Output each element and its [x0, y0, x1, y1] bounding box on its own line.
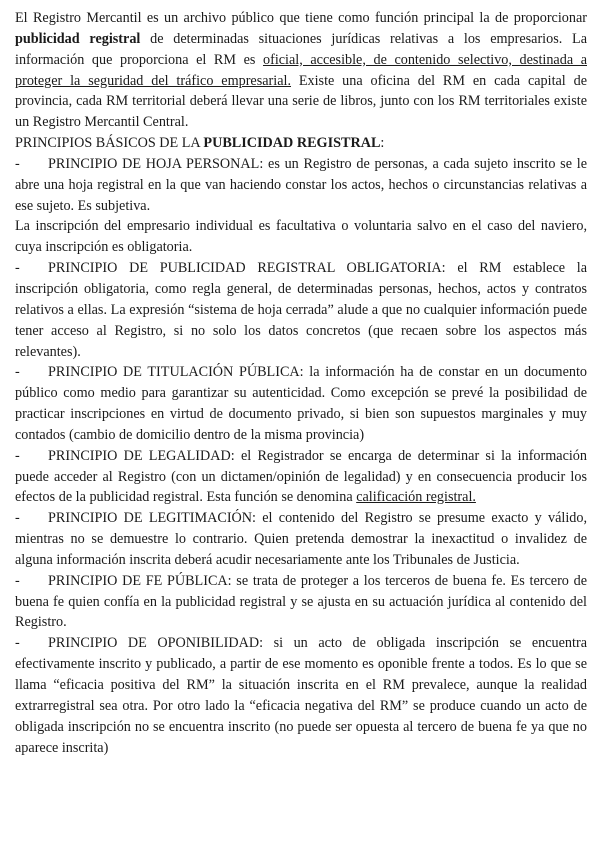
- intro-text-2: de determinadas situaciones jurídicas relativas a los empresarios. La información que proporciona el RM es: [15, 30, 587, 68]
- heading-bold: PUBLICIDAD REGISTRAL: [203, 135, 381, 152]
- principle-legalidad: [15, 446, 587, 509]
- principle-publicidad-obligatoria: [15, 258, 587, 362]
- list-dash: -: [15, 635, 20, 652]
- principle-fe-publica: [15, 571, 587, 634]
- intro-text-3: Existe una oficina del RM en cada capital de provincia, cada RM territorial deberá llevar una serie de libros, junto con los RM territoriales existe un Registro Mercantil Central.: [15, 72, 587, 131]
- intro-paragraph: [15, 8, 587, 133]
- heading-colon: :: [380, 135, 385, 152]
- list-dash: -: [15, 260, 20, 277]
- principle-oponibilidad: [15, 633, 587, 758]
- list-dash: -: [15, 572, 20, 589]
- section-heading: [15, 133, 587, 154]
- list-dash: -: [15, 155, 20, 172]
- hoja-personal-note: La inscripción del empresario individual es facultativa o voluntaria salvo en el caso del naviero, cuya inscripción es obligatoria.: [15, 218, 587, 256]
- principle-text: PRINCIPIO DE OPONIBILIDAD: si un acto de obligada inscripción se encuentra efectivamente inscrito y publicado, a partir de ese momento es oponible frente a todos. Es lo que se llama “eficacia positiva del RM” la situación inscrita en el RM prevalece, aunque la realidad extrarregistral sea otra. Por otro lado la “eficacia negativa del RM” se produce cuando un acto de obligada inscripción no se encuentra inscrito (no puede ser opuesta al tercero de buena fe ya que no aparece inscrita): [15, 635, 587, 756]
- principle-text: PRINCIPIO DE FE PÚBLICA: se trata de proteger a los terceros de buena fe. Es tercero de buena fe quien confía en la publicidad registral y se ajusta en su actuación jurídica al contenido del Registro.: [15, 572, 587, 631]
- principle-legitimacion: [15, 508, 587, 571]
- intro-text: El Registro Mercantil es un archivo público que tiene como función principal la de proporcionar: [15, 10, 587, 26]
- list-dash: -: [15, 364, 20, 381]
- list-dash: -: [15, 447, 20, 464]
- intro-bold-term: publicidad registral: [15, 30, 141, 47]
- document-body: [15, 8, 587, 758]
- principle-hoja-personal: [15, 154, 587, 217]
- principle-text: PRINCIPIO DE LEGITIMACIÓN: el contenido del Registro se presume exacto y válido, mientras no se demuestre lo contrario. Quien pretenda demostrar la inexactitud o invalidez de alguna información inscrita deberá acudir necesariamente ante los Tribunales de Justicia.: [15, 510, 587, 568]
- principle-text: PRINCIPIO DE TITULACIÓN PÚBLICA: la información ha de constar en un documento público como medio para garantizar su autenticidad. Como excepción se prevé la posibilidad de practicar inscripciones en virtud de documento privado, si bien son supuestos marginales y muy contados (cambio de domicilio dentro de la misma provincia): [15, 364, 587, 443]
- intro-underlined-phrase: oficial, accesible, de contenido selectivo, destinada a proteger la seguridad del tráfico empresarial.: [15, 51, 587, 89]
- principle-text: PRINCIPIO DE PUBLICIDAD REGISTRAL OBLIGATORIA: el RM establece la inscripción obligatoria, como regla general, de determinadas personas, hechos, actos y contratos relativos a ellas. La expresión “sistema de hoja cerrada” alude a que no cualquier información puede tener acceso al Registro, si no solo los datos concretos (que recaen sobre los aspectos más relevantes).: [15, 260, 587, 360]
- principle-text: PRINCIPIO DE LEGALIDAD: el Registrador se encarga de determinar si la información puede acceder al Registro (con un dictamen/opinión de legalidad) y en consecuencia producir los efectos de la publicidad registral. Esta función se denomina: [15, 447, 587, 506]
- principle-text: PRINCIPIO DE HOJA PERSONAL: es un Registro de personas, a cada sujeto inscrito se le abre una hoja registral en la que van haciendo constar los actos, hechos o circunstancias relativas a ese sujeto. Es subjetiva.: [15, 155, 587, 214]
- list-dash: -: [15, 510, 20, 527]
- heading-text: PRINCIPIOS BÁSICOS DE LA: [15, 135, 204, 152]
- principle-titulacion-publica: [15, 362, 587, 445]
- underlined-term: calificación registral.: [356, 489, 476, 506]
